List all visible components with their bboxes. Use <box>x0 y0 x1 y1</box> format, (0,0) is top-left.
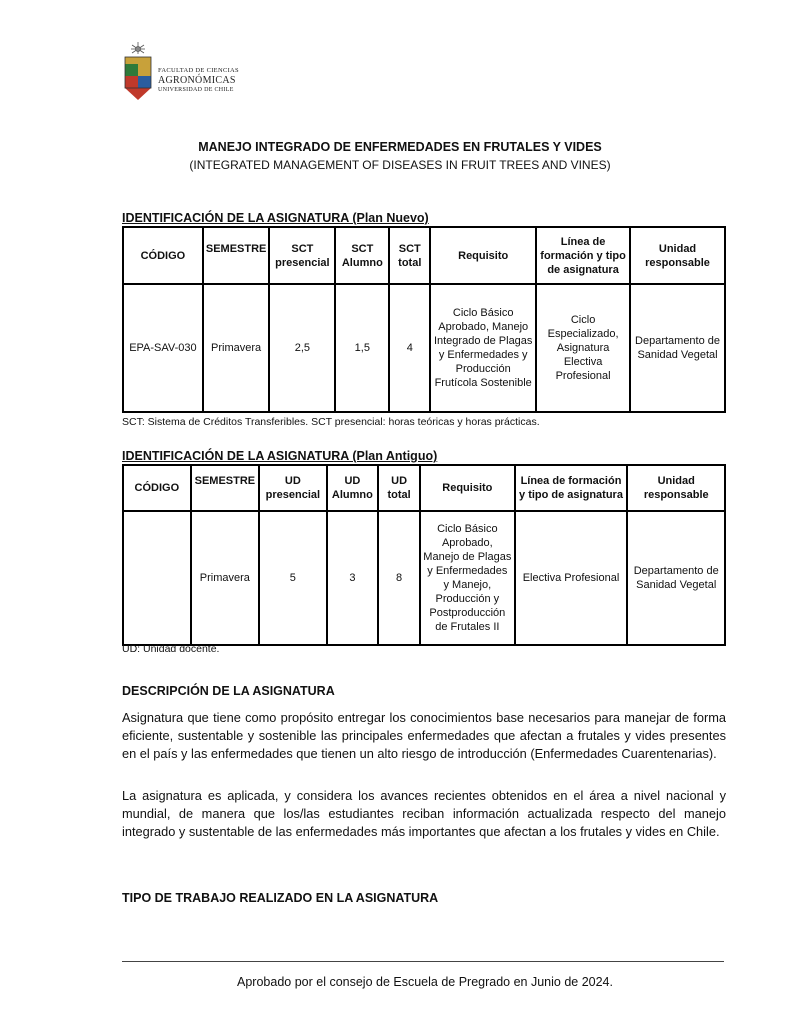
university-crest-icon <box>122 40 158 102</box>
table-cell <box>123 511 191 645</box>
header-cell: CÓDIGO <box>123 227 203 284</box>
header-cell: Unidad responsable <box>627 465 725 511</box>
table-header-row <box>123 227 725 284</box>
logo-line-3: UNIVERSIDAD DE CHILE <box>158 86 234 93</box>
header-cell: SCT presencial <box>269 227 335 284</box>
descripcion-heading: DESCRIPCIÓN DE LA ASIGNATURA <box>122 684 335 698</box>
table-cell: EPA-SAV-030 <box>123 284 203 412</box>
table-cell: Primavera <box>203 284 270 412</box>
header-cell: SCT total <box>389 227 430 284</box>
table-cell: 5 <box>259 511 327 645</box>
plan-nuevo-note: SCT: Sistema de Créditos Transferibles. SCT presencial: horas teóricas y horas prácticas. <box>122 416 540 428</box>
plan-nuevo-table <box>122 226 726 413</box>
tipo-trabajo-heading: TIPO DE TRABAJO REALIZADO EN LA ASIGNATURA <box>122 891 439 905</box>
plan-antiguo-table <box>122 464 726 646</box>
table-cell: 8 <box>378 511 420 645</box>
logo-line-1: FACULTAD DE CIENCIAS <box>158 67 239 74</box>
descripcion-paragraph-2: La asignatura es aplicada, y considera los avances recientes obtenidos en el área a nivel nacional y mundial, de manera que los/las estudiantes reciban información actualizada respecto del manejo integrado y sustentable de las enfermedades más importantes que afectan a los frutales y vides en Chile. <box>122 788 726 839</box>
plan-antiguo-heading: IDENTIFICACIÓN DE LA ASIGNATURA (Plan Antiguo) <box>122 449 438 463</box>
header-cell: UD presencial <box>259 465 327 511</box>
plan-nuevo-heading: IDENTIFICACIÓN DE LA ASIGNATURA (Plan Nuevo) <box>122 211 429 225</box>
table-cell: Ciclo Básico Aprobado, Manejo Integrado de Plagas y Enfermedades y Producción Frutícola Sostenible <box>430 284 536 412</box>
table-cell: Departamento de Sanidad Vegetal <box>630 284 725 412</box>
table-row <box>123 511 725 645</box>
table-cell: Ciclo Especializado, Asignatura Electiva Profesional <box>536 284 630 412</box>
faculty-logo <box>122 40 242 102</box>
header-cell: CÓDIGO <box>123 465 191 511</box>
header-cell: Requisito <box>430 227 536 284</box>
descripcion-paragraph-1: Asignatura que tiene como propósito entregar los conocimientos base necesarios para manejar de forma eficiente, sustentable y sostenible las principales enfermedades que afectan a frutales y vides presentes en el país y las enfermedades que tienen un alto riesgo de introducción (Enfermedades Cuarentenarias). <box>122 710 726 761</box>
document-subtitle: (INTEGRATED MANAGEMENT OF DISEASES IN FRUIT TREES AND VINES) <box>189 158 611 172</box>
header-cell: UD Alumno <box>327 465 378 511</box>
table-cell: Electiva Profesional <box>515 511 628 645</box>
header-cell: SCT Alumno <box>335 227 389 284</box>
footer-approval-text: Aprobado por el consejo de Escuela de Pregrado en Junio de 2024. <box>237 975 613 989</box>
table-row <box>123 284 725 412</box>
header-cell: Requisito <box>420 465 514 511</box>
header-cell: Línea de formación y tipo de asignatura <box>515 465 628 511</box>
header-cell: Línea de formación y tipo de asignatura <box>536 227 630 284</box>
logo-text <box>158 68 239 93</box>
header-cell: Unidad responsable <box>630 227 725 284</box>
footer-divider <box>122 961 724 962</box>
table-header-row <box>123 465 725 511</box>
table-cell: 4 <box>389 284 430 412</box>
plan-antiguo-note: UD: Unidad docente. <box>122 643 220 655</box>
header-cell: SEMESTRE <box>191 465 259 511</box>
table-cell: 3 <box>327 511 378 645</box>
logo-line-2: AGRONÓMICAS <box>158 74 236 86</box>
table-cell: Departamento de Sanidad Vegetal <box>627 511 725 645</box>
table-cell: 1,5 <box>335 284 389 412</box>
header-cell: UD total <box>378 465 420 511</box>
table-cell: Primavera <box>191 511 259 645</box>
document-title: MANEJO INTEGRADO DE ENFERMEDADES EN FRUTALES Y VIDES <box>198 140 602 154</box>
table-cell: 2,5 <box>269 284 335 412</box>
header-cell: SEMESTRE <box>203 227 270 284</box>
table-cell: Ciclo Básico Aprobado, Manejo de Plagas y Enfermedades y Manejo, Producción y Postproducción de Frutales II <box>420 511 514 645</box>
